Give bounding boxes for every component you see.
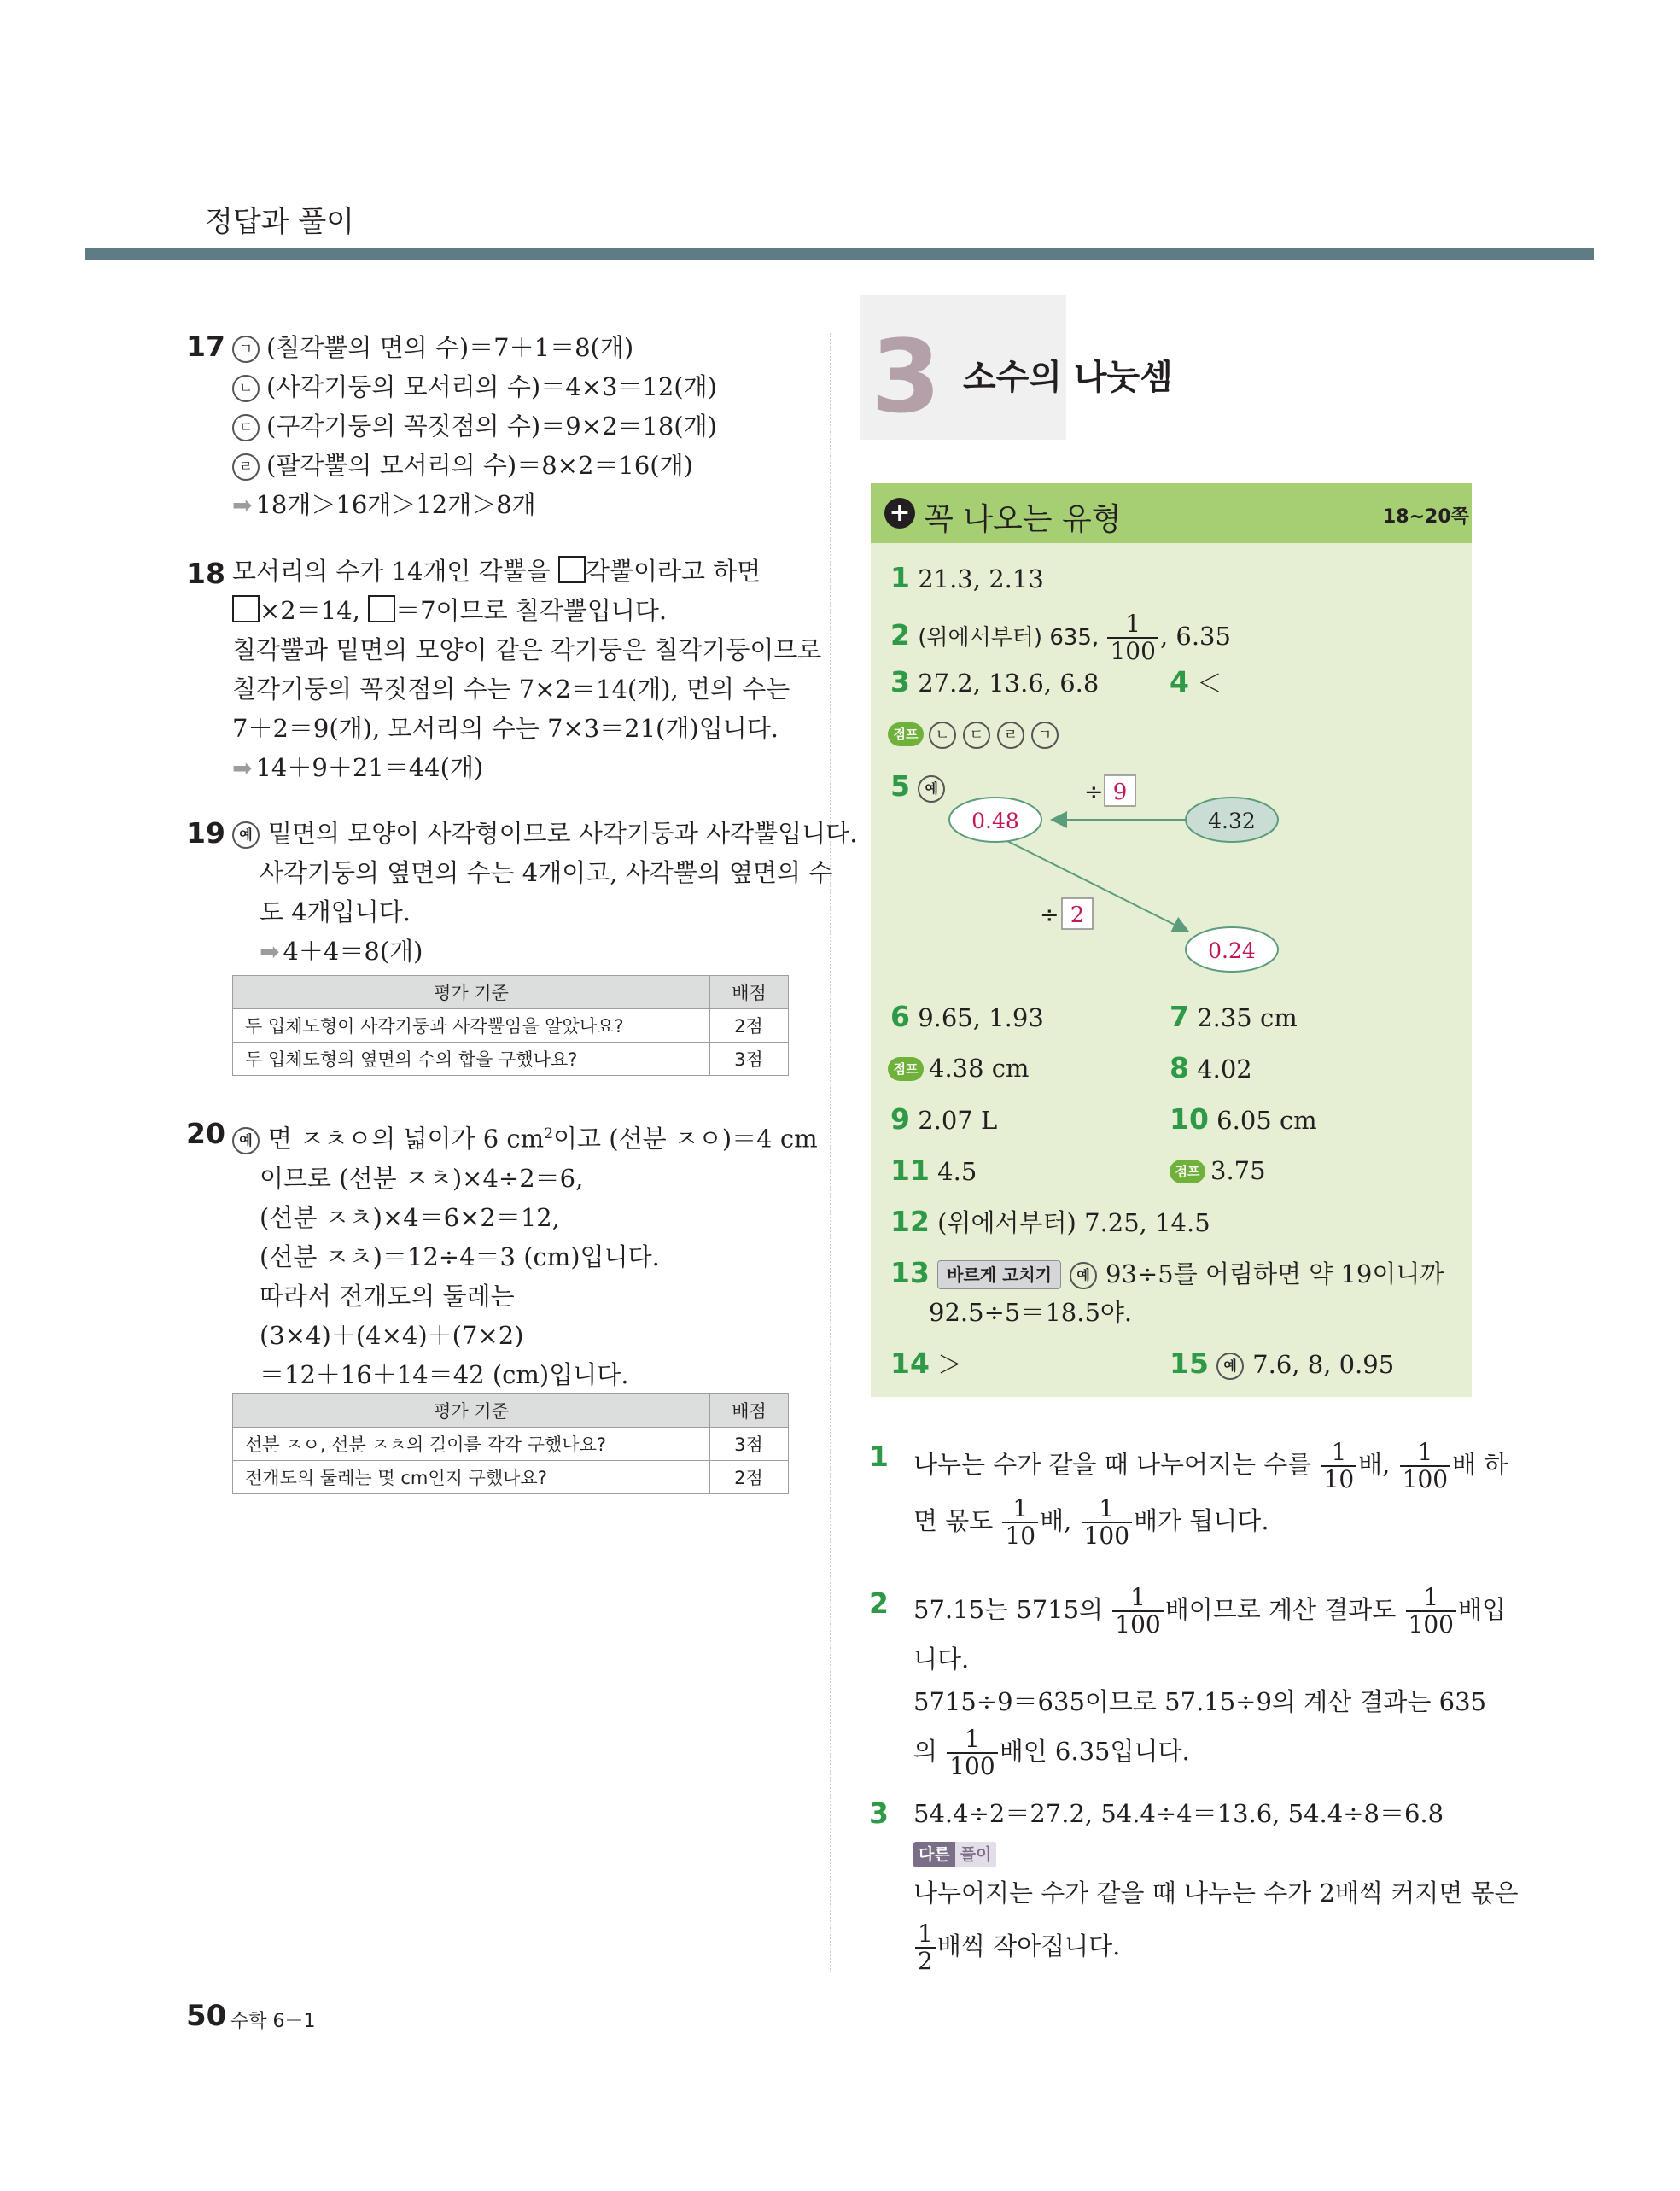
blank-box [558, 556, 586, 583]
q19-result: 4＋4＝8(개) [283, 937, 423, 966]
question-number-18: 18 [186, 557, 225, 590]
answer-text: 3.75 [1210, 1156, 1266, 1185]
divisor-1: 9 [1112, 780, 1128, 805]
answer-13 [890, 1253, 1444, 1294]
answer-number: 2 [890, 618, 910, 651]
explanation-1 [913, 1436, 1508, 1549]
answer-text: 21.3, 2.13 [918, 564, 1044, 593]
q19-line-3: 도 4개입니다. [260, 897, 411, 926]
answer-number: 9 [890, 1102, 910, 1136]
fraction-denominator: 2 [918, 1947, 933, 1975]
q18-result: 14＋9＋21＝44(개) [255, 753, 484, 782]
fraction-numerator: 1 [1082, 1496, 1132, 1523]
explanation-number-3: 3 [869, 1797, 889, 1830]
fraction-numerator: 1 [1321, 1440, 1357, 1467]
answer-15 [1170, 1344, 1394, 1384]
jump-badge: 점프 [1170, 1160, 1205, 1183]
fraction-denominator: 100 [1408, 1610, 1454, 1639]
answer-text: ＜ [1197, 669, 1222, 698]
page-number: 50 [186, 1999, 227, 2033]
fraction [1107, 611, 1158, 664]
table-cell-criteria: 두 입체도형이 사각기둥과 사각뿔임을 알았나요? [233, 1009, 710, 1043]
blank-box [368, 595, 395, 622]
answer-2 [890, 611, 1231, 664]
chapter-title: 소수의 나눗셈 [963, 358, 1173, 397]
answer-text: (위에서부터) 7.25, 14.5 [937, 1208, 1210, 1237]
answer-number: 11 [890, 1154, 930, 1187]
example-mark: 예 [232, 1127, 260, 1154]
exp-text: 면 몫도 [913, 1506, 1001, 1535]
q20-line-1 [232, 1114, 818, 1159]
exp-text: 배 하 [1452, 1450, 1508, 1479]
book-title: 수학 6－1 [230, 2011, 316, 2032]
q20-line-6: (3×4)＋(4×4)＋(7×2) [260, 1320, 524, 1350]
fraction-numerator: 1 [1107, 611, 1158, 639]
table-row [233, 1461, 789, 1494]
value-start: 4.32 [1208, 809, 1256, 833]
other-badge-left: 다른 [913, 1842, 955, 1867]
answer-14 [890, 1344, 962, 1384]
q17-text-3: (구각기둥의 꼭짓점의 수)＝9×2＝18(개) [266, 412, 717, 441]
circle-mark: ㄴ [929, 722, 956, 749]
q17-text-2: (사각기둥의 모서리의 수)＝4×3＝12(개) [266, 372, 717, 401]
q17-result-line [232, 485, 717, 525]
answer-text: 4.5 [937, 1157, 977, 1186]
jump-badge: 점프 [888, 1057, 924, 1081]
answer-text: 6.05 cm [1216, 1106, 1317, 1135]
value-a: 0.48 [971, 809, 1019, 833]
q19-line-2: 사각기둥의 옆면의 수는 4개이고, 사각뿔의 옆면의 수 [260, 858, 833, 887]
answer-text: ＞ [937, 1350, 963, 1379]
answer-8 [1170, 1049, 1252, 1089]
arrow-right-icon: ➡ [260, 938, 280, 966]
jump-answer-1 [888, 714, 1065, 753]
circle-mark-2: ㄴ [232, 375, 260, 402]
fraction [947, 1727, 997, 1779]
q20-answer [232, 1114, 818, 1394]
q20-text-1b: 이고 (선분 ㅈㅇ)＝4 cm [553, 1124, 818, 1154]
divide-sign-1: ÷ [1084, 779, 1104, 805]
q17-text-4: (팔각뿔의 모서리의 수)＝8×2＝16(개) [266, 451, 693, 480]
explanation-1-line-1 [913, 1436, 1508, 1493]
fraction-numerator: 1 [1112, 1585, 1163, 1612]
exp-text: 나누는 수가 같을 때 나누어지는 수를 [913, 1450, 1320, 1479]
table-header-score: 배점 [710, 1394, 789, 1428]
circle-mark: ㄷ [963, 722, 990, 749]
answer-number: 13 [890, 1256, 930, 1289]
q18-text-1b: 각뿔이라고 하면 [585, 557, 761, 586]
divisor-2: 2 [1070, 903, 1085, 928]
answer-7 [1170, 997, 1298, 1037]
q18-line-1 [232, 552, 821, 591]
fraction-numerator: 1 [947, 1727, 997, 1754]
explanation-3-line-1: 54.4÷2＝27.2, 54.4÷4＝13.6, 54.4÷8＝6.8 [913, 1799, 1444, 1828]
q18-line-2 [232, 591, 821, 630]
fraction [1002, 1496, 1038, 1549]
explanation-2-line-4 [913, 1723, 1506, 1779]
answer-number: 6 [890, 1000, 910, 1033]
q20-scoring-table [232, 1393, 789, 1494]
q20-line-2: 이므로 (선분 ㅈㅊ)×4÷2＝6, [260, 1163, 584, 1193]
fraction-numerator: 1 [1406, 1585, 1456, 1612]
fraction-denominator: 100 [1402, 1465, 1449, 1493]
q20-text-1a: 면 ㅈㅊㅇ의 넓이가 6 cm [268, 1124, 545, 1154]
q20-line-4: (선분 ㅈㅊ)＝12÷4＝3 (cm)입니다. [260, 1242, 660, 1271]
answer-panel-pages: 18~20쪽 [1383, 506, 1469, 528]
q18-line-4: 칠각기둥의 꼭짓점의 수는 7×2＝14(개), 면의 수는 [232, 675, 790, 704]
circle-mark-1: ㄱ [232, 336, 260, 363]
division-diagram [939, 765, 1298, 979]
q18-text-1a: 모서리의 수가 14개인 각뿔을 [232, 557, 558, 586]
answer-text-post: , 6.35 [1159, 622, 1231, 651]
explanation-1-line-2 [913, 1493, 1508, 1549]
answer-text: 4.02 [1197, 1055, 1252, 1084]
q18-text-2b: ＝7이므로 칠각뿔입니다. [395, 596, 668, 625]
q19-result-line [232, 932, 857, 972]
q19-line-1 [232, 814, 857, 853]
blank-box [232, 595, 260, 622]
table-cell-score: 2점 [710, 1461, 789, 1494]
answer-number: 14 [890, 1347, 930, 1380]
circle-mark-3: ㄷ [232, 414, 260, 441]
fraction-numerator: 1 [915, 1921, 936, 1949]
explanation-3-line-2: 나누어지는 수가 같을 때 나누는 수가 2배씩 커지면 몫은 [913, 1878, 1519, 1908]
q19-scoring-table [232, 975, 789, 1076]
exp-text: 배입 [1457, 1595, 1507, 1624]
explanation-3-line-3 [913, 1918, 1519, 1974]
circle-mark-4: ㄹ [232, 453, 260, 481]
table-cell-score: 3점 [710, 1043, 789, 1076]
arrow-right-icon: ➡ [232, 754, 253, 782]
table-cell-score: 3점 [710, 1428, 789, 1461]
fraction [1400, 1440, 1450, 1493]
table-row [233, 1043, 789, 1076]
answer-3 [890, 663, 1099, 703]
q17-line-1 [232, 328, 717, 367]
circle-mark: ㄱ [1031, 722, 1059, 749]
q19-answer [232, 814, 857, 972]
exp-text: 57.15는 5715의 [913, 1595, 1111, 1624]
example-mark: 예 [1070, 1262, 1097, 1289]
fraction-denominator: 100 [949, 1752, 995, 1780]
chapter-number: 3 [871, 318, 942, 435]
q17-line-3 [232, 406, 717, 446]
exp-text: 배, [1358, 1450, 1398, 1479]
exp-text: 배, [1040, 1506, 1080, 1535]
q17-result: 18개＞16개＞12개＞8개 [255, 490, 536, 519]
plus-icon: + [884, 498, 915, 529]
example-mark: 예 [1216, 1353, 1244, 1380]
arrow-right-icon: ➡ [232, 491, 253, 519]
table-row [233, 1428, 789, 1461]
header-divider-bar [85, 248, 1594, 260]
answer-11 [890, 1151, 977, 1191]
fraction [1082, 1496, 1132, 1549]
fraction [1112, 1585, 1163, 1638]
fraction [915, 1921, 936, 1974]
answer-text-pre: (위에서부터) 635, [918, 625, 1106, 651]
answer-text: 2.07 L [918, 1106, 998, 1135]
fraction-denominator: 100 [1083, 1522, 1130, 1550]
explanation-2-line-3: 5715÷9＝635이므로 57.15÷9의 계산 결과는 635 [913, 1687, 1487, 1716]
table-header-criteria: 평가 기준 [233, 976, 710, 1009]
table-cell-criteria: 선분 ㅈㅇ, 선분 ㅈㅊ의 길이를 각각 구했나요? [233, 1428, 710, 1461]
fraction [1406, 1585, 1456, 1638]
answer-number: 7 [1170, 1000, 1189, 1033]
explanation-number-2: 2 [869, 1586, 889, 1620]
answer-number: 1 [890, 561, 910, 594]
divide-sign-2: ÷ [1040, 902, 1059, 928]
correction-badge: 바르게 고치기 [937, 1260, 1061, 1289]
q18-result-line [232, 748, 821, 788]
q17-answer [232, 328, 717, 525]
table-header-criteria: 평가 기준 [233, 1394, 710, 1428]
answer-number: 4 [1170, 665, 1189, 698]
table-header-row [233, 976, 789, 1009]
fraction-denominator: 10 [1005, 1522, 1036, 1550]
explanation-2 [913, 1581, 1506, 1779]
table-row [233, 1009, 789, 1043]
table-cell-criteria: 전개도의 둘레는 몇 cm인지 구했나요? [233, 1461, 710, 1494]
answer-panel-title: 꼭 나오는 유형 [924, 502, 1122, 537]
answer-text: 2.35 cm [1197, 1003, 1298, 1032]
fraction [1321, 1440, 1357, 1493]
page-header-title: 정답과 풀이 [205, 205, 355, 239]
fraction-denominator: 100 [1110, 637, 1156, 665]
exp-text: 배이므로 계산 결과도 [1164, 1595, 1404, 1624]
question-number-19: 19 [186, 816, 225, 850]
jump-answer-3 [1170, 1151, 1266, 1190]
other-badge-right: 풀이 [955, 1842, 997, 1867]
exp-text: 배씩 작아집니다. [936, 1931, 1121, 1960]
q18-line-5: 7＋2＝9(개), 모서리의 수는 7×3＝21(개)입니다. [232, 714, 779, 743]
answer-number: 12 [890, 1205, 930, 1238]
explanation-3 [913, 1793, 1519, 1974]
q20-line-3: (선분 ㅈㅊ)×4＝6×2＝12, [260, 1202, 560, 1232]
explanation-2-line-1 [913, 1581, 1506, 1638]
jump-answer-2 [888, 1049, 1030, 1088]
fraction-denominator: 10 [1323, 1465, 1355, 1493]
question-number-20: 20 [186, 1117, 225, 1150]
value-b: 0.24 [1208, 938, 1256, 963]
exp-text: 의 [913, 1737, 946, 1766]
q18-line-3: 칠각뿔과 밑면의 모양이 같은 각기둥은 칠각기둥이므로 [232, 635, 822, 664]
answer-4 [1170, 663, 1222, 703]
explanation-2-line-2: 니다. [913, 1645, 970, 1674]
answer-text: 27.2, 13.6, 6.8 [918, 669, 1100, 698]
answer-text-1: 93÷5를 어림하면 약 19이니까 [1105, 1259, 1444, 1288]
fraction-denominator: 100 [1115, 1610, 1161, 1639]
answer-number: 10 [1170, 1102, 1209, 1136]
answer-number: 15 [1170, 1347, 1209, 1380]
question-number-17: 17 [186, 330, 225, 363]
exp-text: 배인 6.35입니다. [999, 1737, 1190, 1766]
superscript-2: 2 [544, 1125, 554, 1142]
q17-text-1: (칠각뿔의 면의 수)＝7＋1＝8(개) [266, 333, 634, 362]
q20-line-5: 따라서 전개도의 둘레는 [260, 1281, 515, 1311]
answer-text: 4.38 cm [929, 1054, 1030, 1083]
q18-answer [232, 552, 821, 788]
q20-line-7: ＝12＋16＋14＝42 (cm)입니다. [260, 1359, 629, 1389]
answer-number: 8 [1170, 1051, 1189, 1084]
example-mark: 예 [918, 775, 945, 803]
q17-line-4 [232, 446, 717, 485]
table-cell-score: 2점 [710, 1009, 789, 1043]
table-header-score: 배점 [710, 976, 789, 1009]
answer-9 [890, 1100, 997, 1140]
column-divider [830, 333, 831, 1972]
answer-number: 5 [890, 769, 910, 803]
table-header-row [233, 1394, 789, 1428]
explanation-number-1: 1 [869, 1440, 889, 1473]
answer-text: 9.65, 1.93 [918, 1003, 1044, 1032]
answer-10 [1170, 1100, 1317, 1140]
answer-13-line-2: 92.5÷5＝18.5야. [929, 1298, 1133, 1327]
table-cell-criteria: 두 입체도형의 옆면의 수의 합을 구했나요? [233, 1043, 710, 1076]
fraction-numerator: 1 [1400, 1440, 1450, 1467]
answer-1 [890, 558, 1044, 599]
q18-text-2a: ×2＝14, [260, 596, 369, 625]
answer-6 [890, 997, 1044, 1037]
exp-text: 배가 됩니다. [1134, 1506, 1269, 1535]
jump-badge: 점프 [888, 722, 924, 746]
example-mark: 예 [232, 821, 260, 849]
answer-number: 3 [890, 665, 910, 698]
q19-text-1: 밑면의 모양이 사각형이므로 사각기둥과 사각뿔입니다. [268, 819, 858, 848]
q17-line-2 [232, 367, 717, 406]
answer-text: 7.6, 8, 0.95 [1252, 1350, 1395, 1379]
answer-12 [890, 1202, 1210, 1242]
other-solution-badge [913, 1834, 1519, 1868]
circle-mark: ㄹ [997, 722, 1024, 749]
fraction-numerator: 1 [1002, 1496, 1038, 1523]
